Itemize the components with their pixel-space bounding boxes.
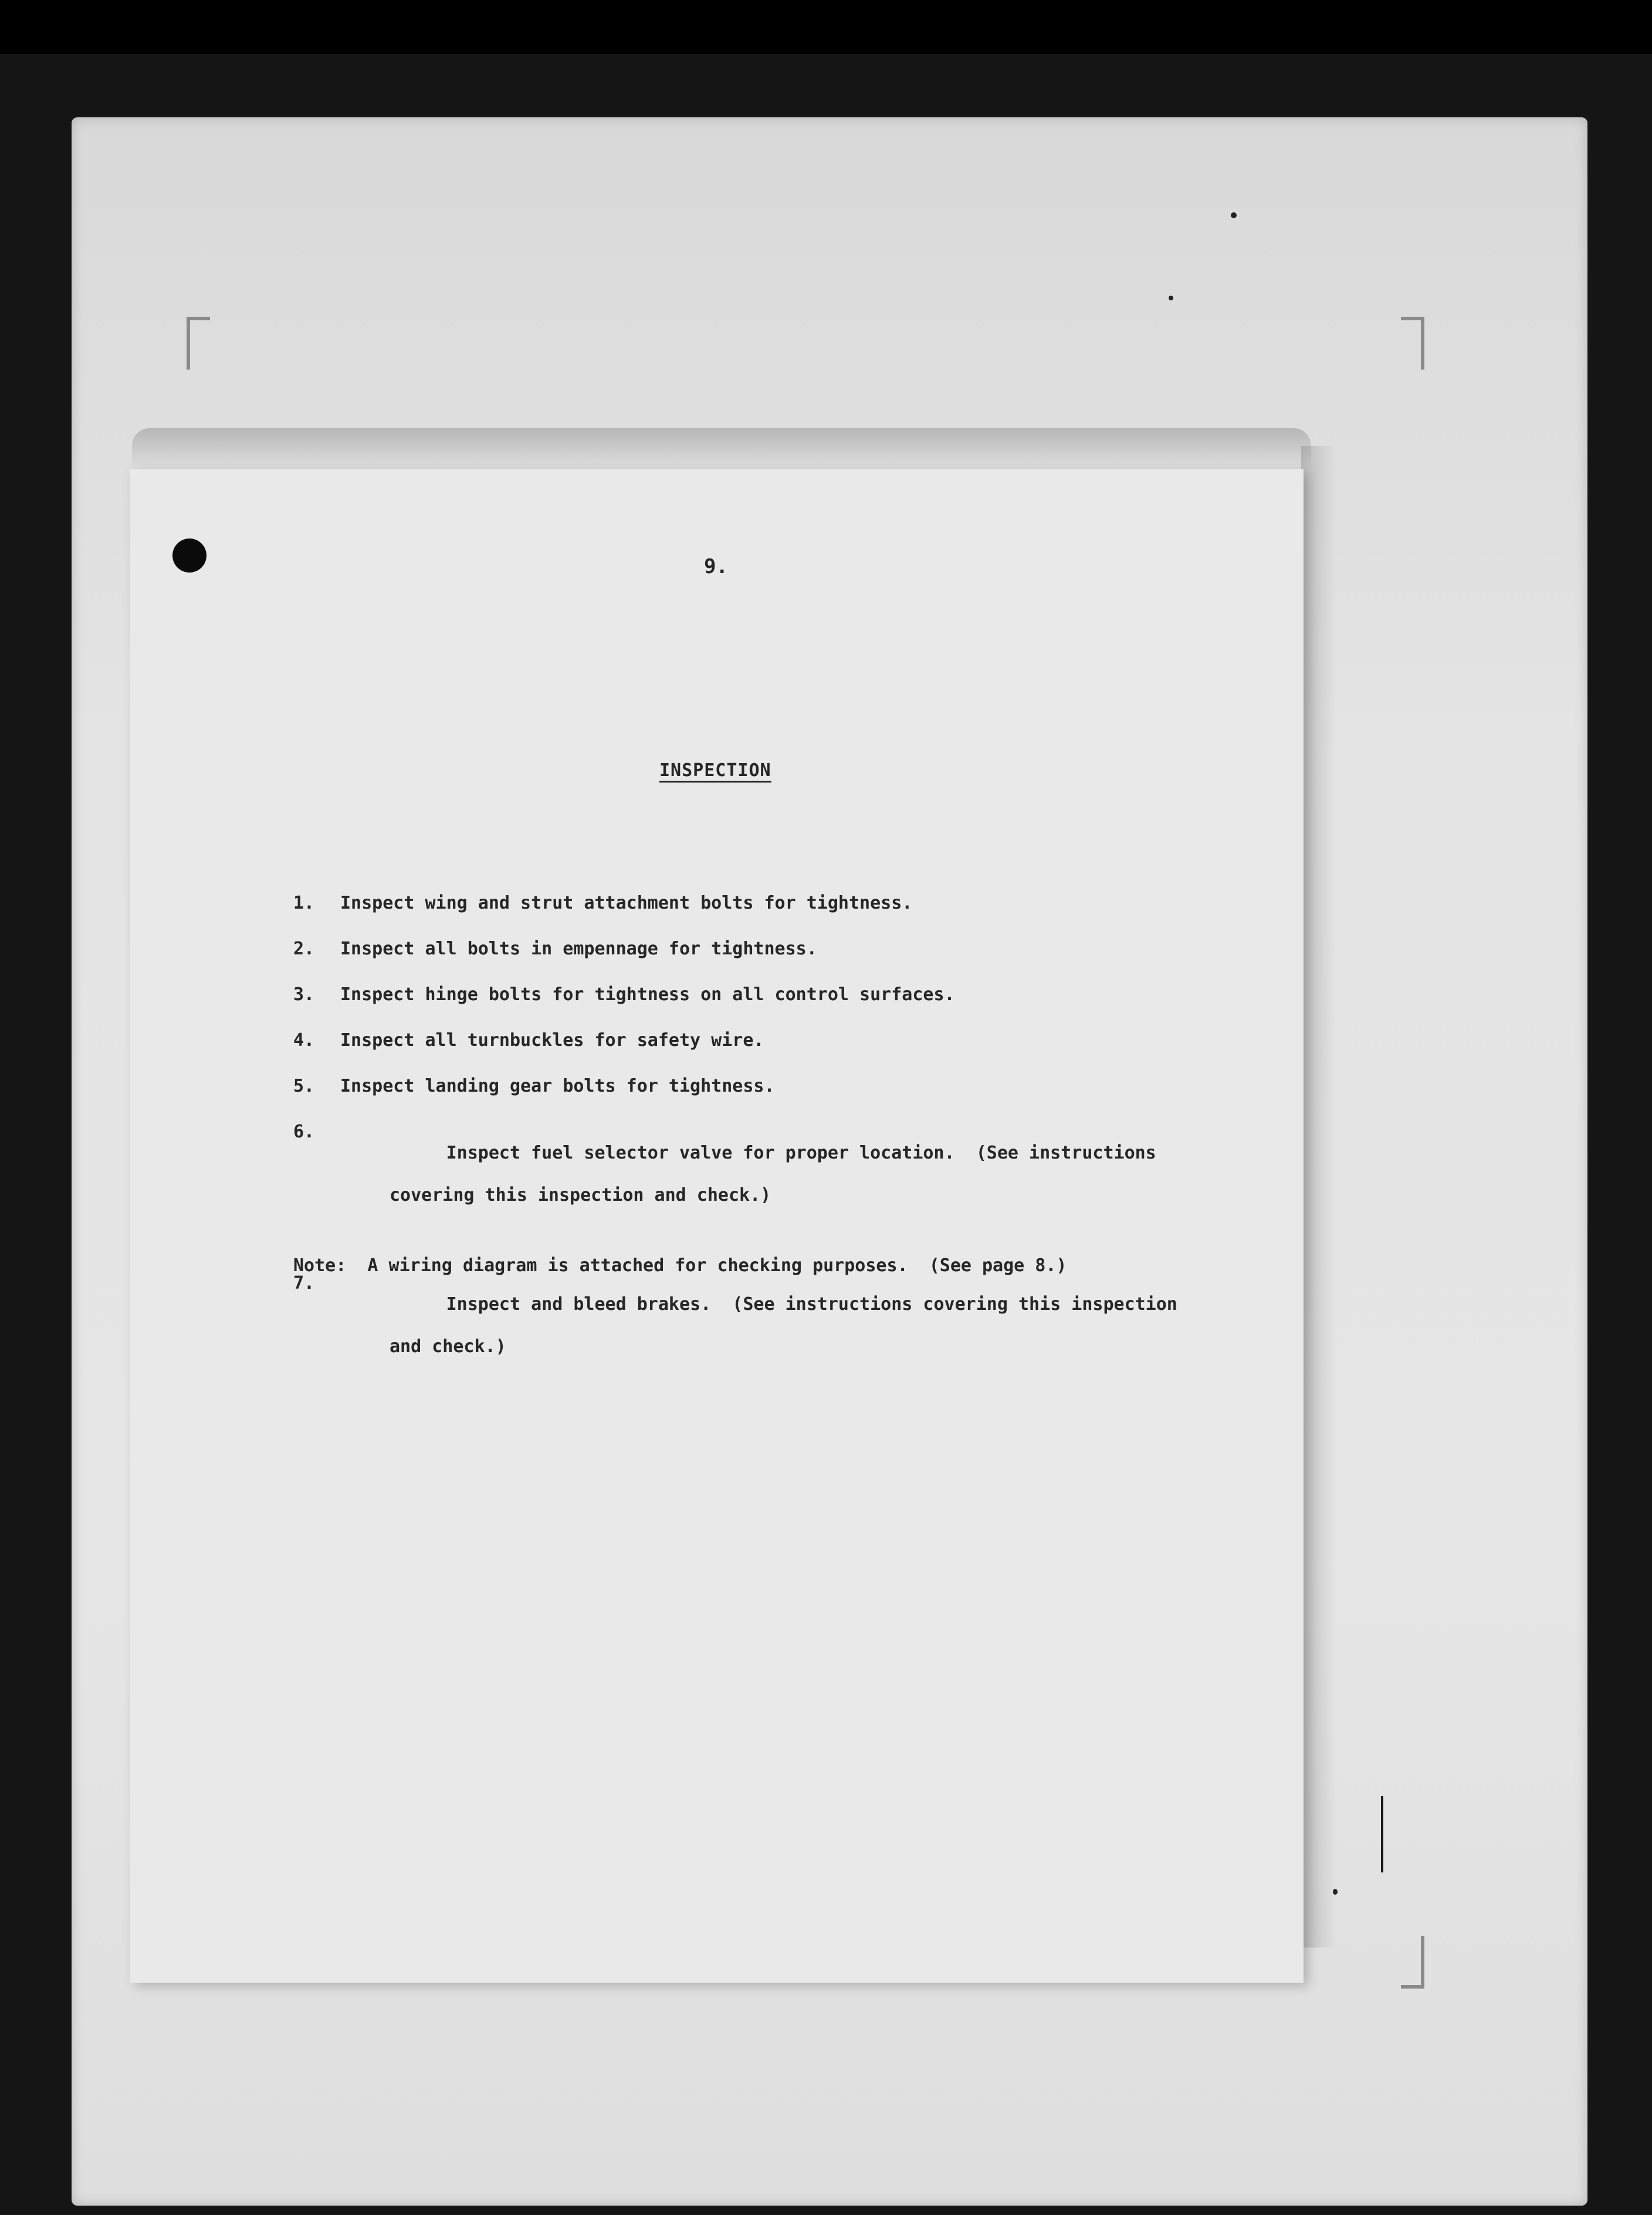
- item-number: 5.: [293, 1076, 315, 1096]
- list-item: [293, 1273, 1232, 1400]
- list-item: [293, 984, 1232, 1005]
- margin-mark: [1381, 1796, 1383, 1872]
- dust-speck: [1231, 212, 1237, 218]
- note-text: Note: A wiring diagram is attached for checking purposes. (See page 8.): [293, 1255, 1067, 1276]
- item-number: 3.: [293, 984, 315, 1005]
- list-item: [293, 893, 1232, 914]
- crop-mark-top-left: [187, 317, 210, 370]
- item-text: Inspect all bolts in empennage for tightness.: [340, 939, 817, 959]
- page-top-curl-shadow: [132, 428, 1311, 469]
- inspection-list: [293, 893, 1232, 1424]
- list-item: [293, 939, 1232, 960]
- item-text-wrapper: [340, 1122, 1232, 1248]
- punch-hole: [172, 538, 206, 573]
- item-text-continuation: covering this inspection and check.): [390, 1185, 771, 1205]
- dust-speck: [1169, 296, 1173, 300]
- item-text-wrapper: [340, 1273, 1232, 1400]
- item-number: 6.: [293, 1122, 315, 1142]
- dust-speck: [1333, 1889, 1338, 1895]
- section-heading: INSPECTION: [659, 760, 771, 781]
- item-text-continuation: and check.): [390, 1336, 506, 1357]
- item-number: 4.: [293, 1030, 315, 1051]
- item-text: Inspect hinge bolts for tightness on all control surfaces.: [340, 984, 955, 1005]
- item-text: Inspect all turnbuckles for safety wire.: [340, 1030, 764, 1051]
- film-top-band: [0, 0, 1652, 54]
- list-item: [293, 1030, 1232, 1051]
- list-item: [293, 1076, 1232, 1097]
- item-number: 1.: [293, 893, 315, 913]
- page-number: 9.: [704, 555, 728, 578]
- item-number: 2.: [293, 939, 315, 959]
- item-text: Inspect landing gear bolts for tightness.: [340, 1076, 775, 1096]
- typed-document-page: [130, 469, 1304, 1983]
- item-text: Inspect and bleed brakes. (See instructions covering this inspection: [446, 1294, 1177, 1315]
- crop-mark-top-right: [1401, 317, 1424, 370]
- page-right-shadow: [1301, 446, 1336, 1948]
- crop-mark-bottom-right: [1401, 1936, 1424, 1989]
- item-text: Inspect fuel selector valve for proper location. (See instructions: [446, 1143, 1156, 1163]
- item-text: Inspect wing and strut attachment bolts for tightness.: [340, 893, 913, 913]
- list-item: [293, 1122, 1232, 1248]
- item-number: 7.: [293, 1273, 315, 1293]
